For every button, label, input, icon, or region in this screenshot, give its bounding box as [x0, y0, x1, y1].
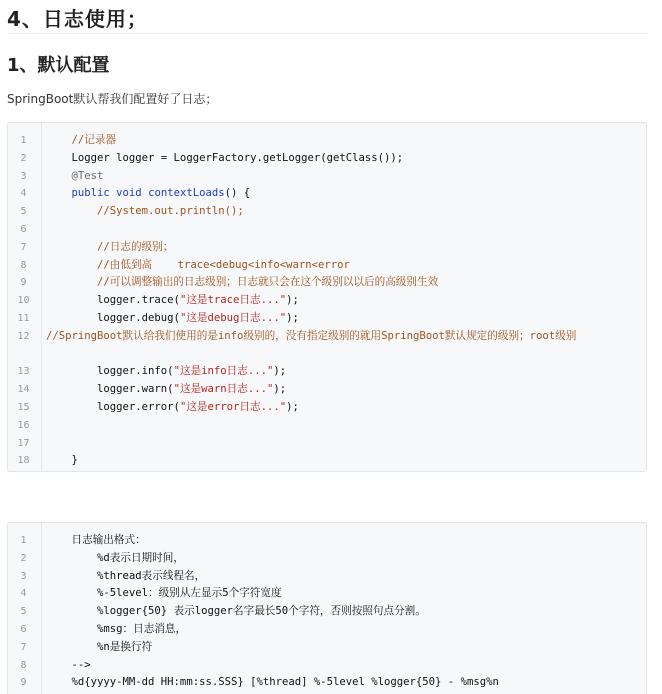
line-number: 1: [20, 135, 27, 146]
code-text: [46, 132, 116, 150]
code-text: [46, 328, 640, 346]
method-name: contextLoads: [148, 187, 225, 200]
code-text: [46, 452, 78, 470]
line-number: 4: [20, 188, 27, 200]
code-comment: //SpringBoot默认给我们使用的是info级别的，没有指定级别的就用SpringBoot默认规定的级别；root级别: [46, 329, 577, 342]
code-line: [8, 621, 646, 639]
code-line: [8, 150, 646, 168]
code-text: [46, 585, 282, 603]
string-literal: "这是info日志...": [173, 365, 274, 378]
code-token: );: [286, 311, 299, 324]
code-text: [46, 550, 184, 568]
code-comment: //System.out.println();: [46, 205, 244, 218]
line-number: 6: [20, 623, 27, 635]
code-text: [46, 257, 350, 275]
line-number: 8: [20, 659, 27, 671]
code-line: [8, 257, 646, 275]
annotation: @Test: [46, 169, 104, 182]
code-line: [8, 310, 646, 328]
code-line: [8, 674, 646, 692]
line-number: 11: [17, 312, 30, 324]
line-number: 3: [20, 170, 27, 182]
line-number: 1: [20, 535, 27, 546]
code-token: %logger{50} 表示logger名字最长50个字符，否则按照句点分割。: [46, 605, 426, 618]
code-token: %d表示日期时间，: [46, 551, 184, 564]
code-token: );: [273, 365, 287, 378]
code-token: );: [273, 383, 287, 396]
code-token: () {: [224, 187, 251, 200]
code-line: [8, 603, 646, 621]
line-number: 5: [20, 206, 27, 218]
code-line: [8, 452, 646, 470]
string-literal: "这是trace日志...": [179, 294, 287, 307]
code-text: [46, 168, 103, 186]
code-line: [8, 221, 646, 239]
code-token: logger.debug(: [46, 311, 180, 324]
code-token: %n是换行符: [46, 640, 153, 653]
line-number: 12: [17, 330, 30, 342]
code-text: [46, 674, 499, 692]
line-number: 10: [17, 295, 30, 307]
code-text: [46, 603, 426, 621]
code-token: logger.error(: [46, 400, 180, 413]
code-text: [46, 568, 205, 586]
line-number: 7: [20, 641, 27, 653]
code-text: [46, 310, 299, 328]
code-token: );: [286, 294, 299, 307]
code-text: [46, 363, 286, 381]
code-comment: //记录器: [46, 134, 117, 146]
code-line: [8, 132, 646, 150]
code-line: [8, 239, 646, 257]
code-text: [46, 185, 250, 203]
line-number: 6: [20, 223, 27, 235]
code-text: [46, 292, 299, 310]
code-text: [46, 274, 438, 292]
code-text: [46, 239, 173, 257]
code-line: [8, 381, 646, 399]
line-number: 5: [20, 606, 27, 618]
code-lines: [8, 132, 646, 470]
string-literal: "这是error日志...": [179, 400, 287, 413]
keyword: public void: [46, 187, 149, 200]
line-number: 14: [17, 384, 30, 396]
line-number: 9: [20, 277, 27, 289]
code-line: [8, 168, 646, 186]
code-comment: //可以调整输出的日志级别；日志就只会在这个级别以以后的高级别生效: [46, 276, 439, 289]
line-number: 4: [20, 588, 27, 600]
code-line: [8, 657, 646, 675]
line-number: 8: [20, 259, 27, 271]
subsection-title: 1、默认配置: [7, 55, 110, 76]
code-line: [8, 399, 646, 417]
line-number: 17: [17, 437, 30, 449]
code-token: );: [286, 400, 299, 413]
line-number: 7: [20, 241, 27, 253]
code-token: logger.info(: [46, 365, 174, 378]
code-token: logger.trace(: [46, 294, 180, 307]
code-text: [46, 657, 91, 675]
code-line: [8, 532, 646, 550]
code-comment: //日志的级别；: [46, 240, 174, 253]
code-comment: //由低到高 trace<debug<info<warn<error: [46, 258, 350, 271]
code-token: logger.warn(: [46, 383, 174, 396]
code-token: 日志输出格式：: [46, 534, 146, 546]
code-line: [8, 639, 646, 657]
code-block-log-format[interactable]: [7, 522, 647, 694]
code-text: [46, 203, 244, 221]
code-line: [8, 292, 646, 310]
code-text: [46, 399, 299, 417]
intro-paragraph: SpringBoot默认帮我们配置好了日志；: [7, 92, 218, 106]
string-literal: "这是debug日志...": [179, 311, 287, 324]
line-number: 13: [17, 366, 30, 378]
code-text: [46, 532, 146, 550]
code-token: -->: [46, 658, 91, 671]
section-divider: [7, 33, 647, 34]
code-lines: [8, 532, 646, 692]
code-text: [46, 150, 403, 168]
code-text: [46, 621, 186, 639]
code-token: %-5level：级别从左显示5个字符宽度: [46, 587, 282, 600]
code-line: [8, 435, 646, 453]
line-number: 16: [17, 419, 30, 431]
line-number: 2: [20, 552, 27, 564]
code-token: }: [46, 454, 78, 467]
code-token: %msg：日志消息，: [46, 622, 187, 635]
code-line: [8, 328, 646, 364]
code-line: [8, 568, 646, 586]
line-number: 3: [20, 570, 27, 582]
line-number: 15: [17, 401, 30, 413]
section-title: 4、日志使用；: [7, 7, 148, 31]
line-number: 18: [17, 455, 30, 467]
code-line: [8, 585, 646, 603]
code-line: [8, 550, 646, 568]
code-line: [8, 185, 646, 203]
code-block-java[interactable]: [7, 122, 647, 472]
line-number: 2: [20, 152, 27, 164]
string-literal: "这是warn日志...": [173, 383, 274, 396]
code-line: [8, 363, 646, 381]
code-line: [8, 203, 646, 221]
code-line: [8, 417, 646, 435]
code-token: %thread表示线程名，: [46, 569, 206, 582]
code-text: [46, 381, 286, 399]
line-number: 9: [20, 677, 27, 689]
code-line: [8, 274, 646, 292]
code-token: %d{yyyy-MM-dd HH:mm:ss.SSS} [%thread] %-5level %logger{50} - %msg%n: [46, 676, 499, 689]
code-token: Logger logger = LoggerFactory.getLogger(getClass());: [46, 151, 404, 164]
code-text: [46, 639, 152, 657]
